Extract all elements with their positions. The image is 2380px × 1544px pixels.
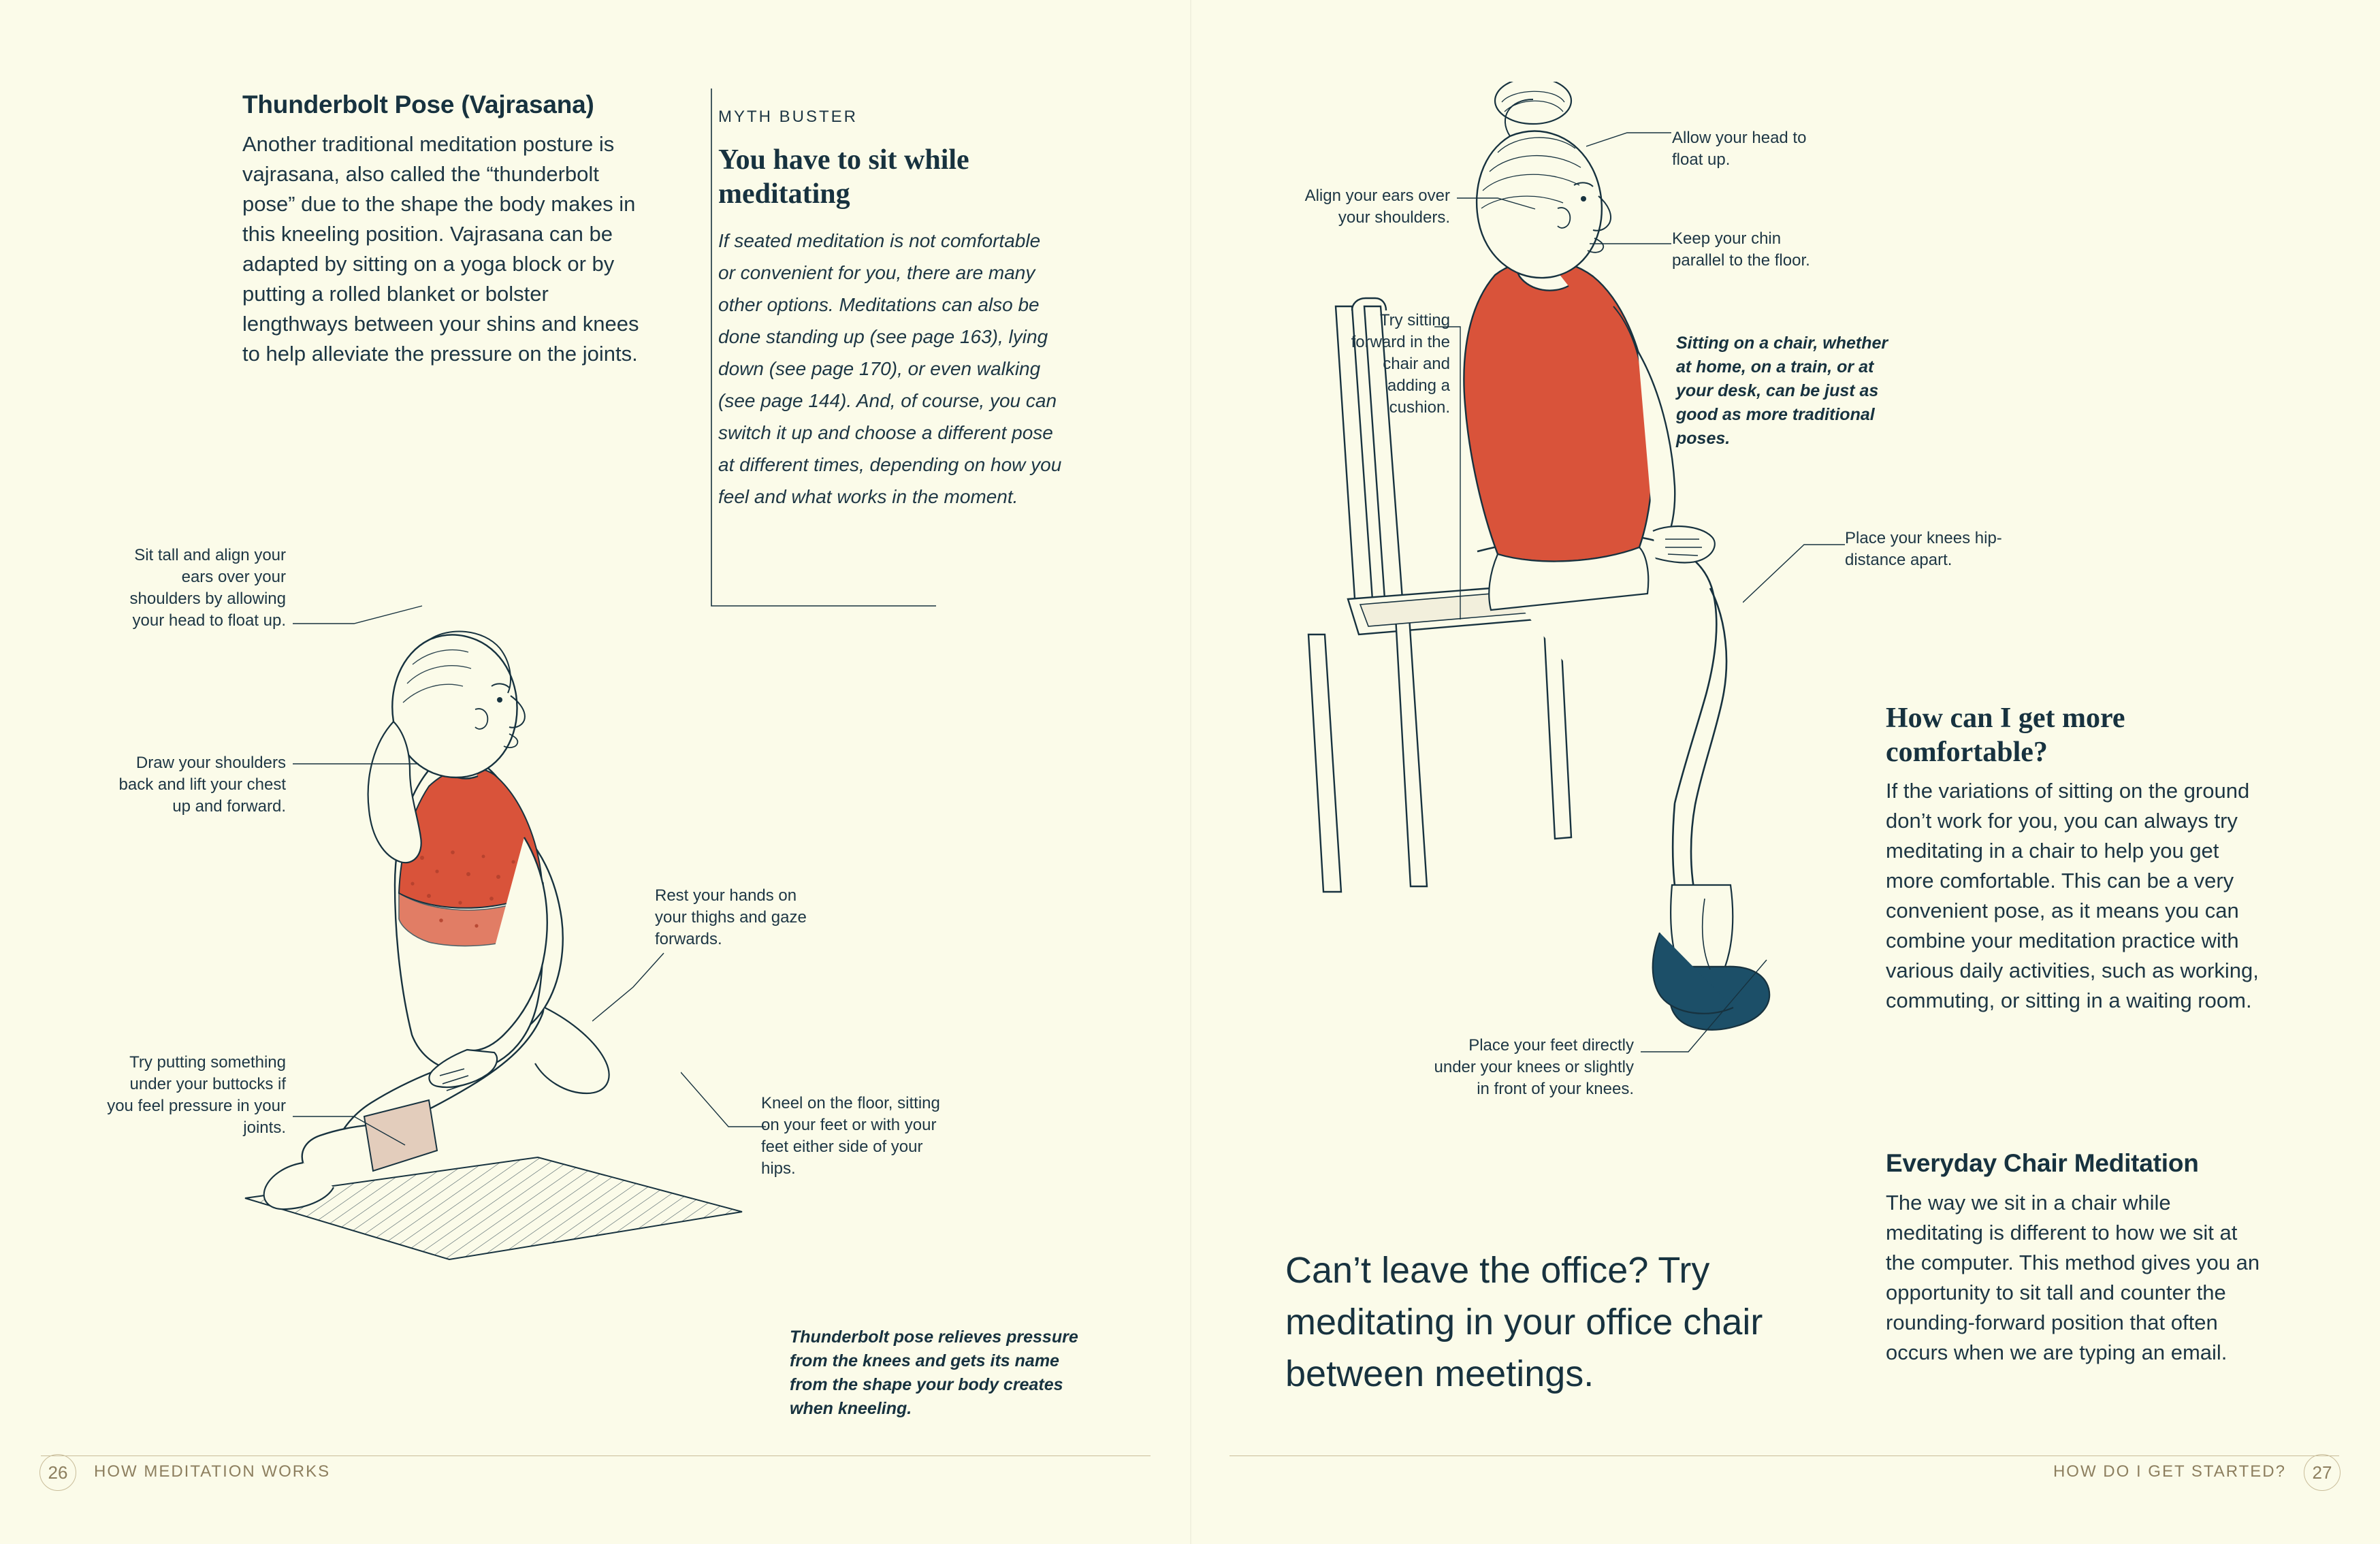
comfort-body: If the variations of sitting on the ground don’t work for you, you can always try meditating in a chair to help you get more comfortable. This can be a very convenient pose, as it means you can combine your meditation practice with various daily activities, such as working, commuting, or sitting in a waiting room.: [1886, 779, 2259, 1012]
left-page-body: Another traditional meditation posture is vajrasana, also called the “thunderbolt pose” due to the shape the body makes in this kneeling position. Vajrasana can be adapted by sitting on a yoga block or by putting a rolled blanket or bolster lengthways between your shins and knees to help alleviate the pressure on the joints.: [242, 132, 639, 366]
chair-callout: Sitting on a chair, whether at home, on a train, or at your desk, can be just as good as more traditional poses.: [1676, 334, 1888, 448]
comfort-heading: How can I get more comfortable?: [1886, 703, 2125, 768]
running-head-right: HOW DO I GET STARTED?: [2053, 1462, 2286, 1481]
annotation-rest-hands: Rest your hands on your thighs and gaze forwards.: [655, 886, 807, 948]
myth-buster-eyebrow: MYTH BUSTER: [718, 108, 858, 126]
footer-rule-left: [41, 1455, 1151, 1456]
folio-right: [2304, 1454, 2341, 1491]
folio-left-number: 26: [48, 1462, 68, 1483]
thunderbolt-caption: Thunderbolt pose relieves pressure from the knees and gets its name from the shape your body creates when kneeling.: [790, 1328, 1078, 1418]
annotation-leader-2: [293, 754, 422, 782]
annotation-buttocks-support: Try putting something under your buttocks if you feel pressure in your joints.: [107, 1053, 286, 1137]
annotation-chin-parallel: Keep your chin parallel to the floor.: [1672, 229, 1810, 270]
annotation-leader-r5: [1743, 538, 1848, 606]
running-head-left: HOW MEDITATION WORKS: [94, 1462, 331, 1481]
annotation-feet-placement: Place your feet directly under your knees or slightly in front of your knees.: [1434, 1036, 1634, 1098]
annotation-sit-forward: Try sitting forward in the chair and adding a cushion.: [1351, 311, 1450, 417]
pull-quote: Can’t leave the office? Try meditating in your office chair between meetings.: [1285, 1250, 1763, 1394]
everyday-chair-heading: Everyday Chair Meditation: [1886, 1149, 2199, 1177]
annotation-draw-shoulders: Draw your shoulders back and lift your chest up and forward.: [118, 754, 286, 816]
annotation-leader-r4: [1433, 306, 1474, 626]
annotation-leader-3: [592, 946, 667, 1028]
folio-right-number: 27: [2312, 1462, 2332, 1483]
annotation-align-ears: Align your ears over your shoulders.: [1304, 187, 1450, 227]
footer-rule-right: [1229, 1455, 2339, 1456]
annotation-leader-r3: [1590, 231, 1675, 259]
myth-buster-heading: You have to sit while meditating: [718, 144, 969, 210]
annotation-knees-hip-distance: Place your knees hip-distance apart.: [1845, 529, 2002, 569]
annotation-kneel-floor: Kneel on the floor, sitting on your feet or with your feet either side of your hips.: [761, 1094, 940, 1178]
annotation-leader-5: [681, 1059, 769, 1147]
annotation-leader-r6: [1641, 953, 1770, 1062]
annotation-sit-tall: Sit tall and align your ears over your shoulders by allowing your head to float up.: [129, 546, 286, 630]
annotation-leader-r1: [1586, 119, 1675, 153]
myth-buster-body: If seated meditation is not comfortable or convenient for you, there are many other options. Meditations can also be done standing up (see page 163), lying down (see page 170), or even walking (see page 144). And, of course, you can switch it up and choose a different pose at different times, depending on how you feel and what works in the moment.: [718, 230, 1062, 507]
annotation-leader-4: [293, 1103, 408, 1157]
page-spine: [1190, 0, 1191, 1544]
annotation-head-float: Allow your head to float up.: [1672, 129, 1807, 169]
annotation-leader-r2: [1457, 180, 1539, 214]
left-page-title: Thunderbolt Pose (Vajrasana): [242, 91, 594, 118]
everyday-chair-body: The way we sit in a chair while meditating is different to how we sit at the computer. This method gives you an opportunity to sit tall and counter the rounding-forward position that often occurs when we are typing an email.: [1886, 1191, 2260, 1364]
annotation-leader-1: [293, 599, 429, 654]
folio-left: [39, 1454, 76, 1491]
